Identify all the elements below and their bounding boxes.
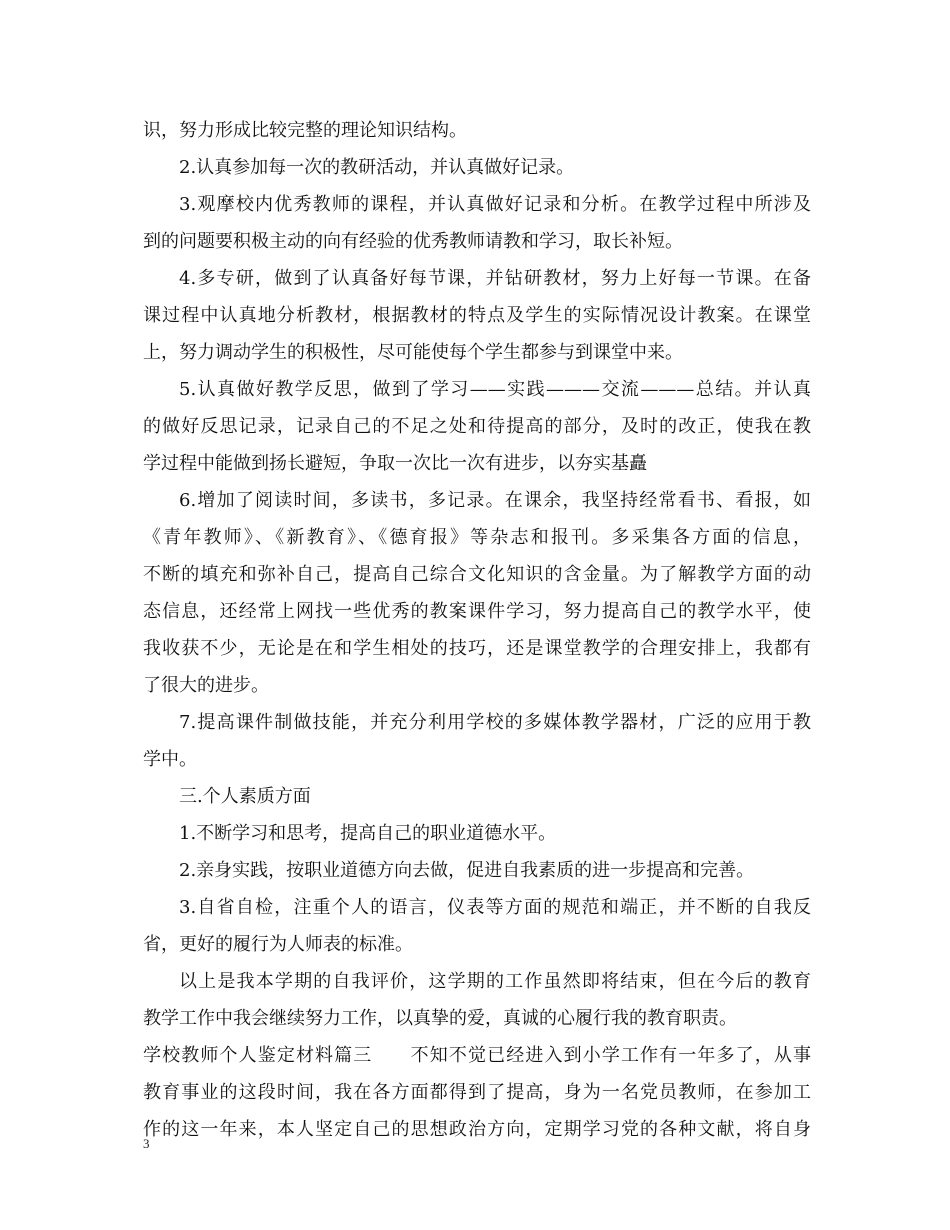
- text-line: 《青年教师》、《新教育》、《德育报》等杂志和报刊。多采集各方面的信息，: [143, 527, 811, 548]
- text-line: 学中。: [143, 749, 197, 770]
- text-line: 以上是我本学期的自我评价，这学期的工作虽然即将结束，但在今后的教育: [179, 971, 811, 992]
- text-line: 2.亲身实践，按职业道德方向去做，促进自我素质的进一步提高和完善。: [179, 860, 755, 881]
- text-line: 我收获不少，无论是在和学生相处的技巧，还是课堂教学的合理安排上，我都有: [143, 638, 811, 659]
- text-line: 作的这一年来，本人坚定自己的思想政治方向，定期学习党的各种文献，将自身: [143, 1119, 811, 1140]
- text-line: 到的问题要积极主动的向有经验的优秀教师请教和学习，取长补短。: [143, 231, 683, 252]
- text-line: 5.认真做好教学反思，做到了学习——实践———交流———总结。并认真: [179, 379, 811, 400]
- text-line: 了很大的进步。: [143, 675, 269, 696]
- text-line: 上，努力调动学生的积极性，尽可能使每个学生都参与到课堂中来。: [143, 342, 683, 363]
- text-line: 2.认真参加每一次的教研活动，并认真做好记录。: [179, 157, 575, 178]
- text-line: 课过程中认真地分析教材，根据教材的特点及学生的实际情况设计教案。在课堂: [143, 305, 811, 326]
- page-number: 3: [143, 1136, 150, 1151]
- text-line: 识，努力形成比较完整的理论知识结构。: [143, 120, 467, 141]
- text-line: 的做好反思记录，记录自己的不足之处和待提高的部分，及时的改正，使我在教: [143, 416, 811, 437]
- text-line: 学过程中能做到扬长避短，争取一次比一次有进步，以夯实基矗: [143, 453, 647, 474]
- text-line: 教学工作中我会继续努力工作，以真挚的爱，真诚的心履行我的教育职责。: [143, 1008, 737, 1029]
- text-line: 7.提高课件制做技能，并充分利用学校的多媒体教学器材，广泛的应用于教: [179, 712, 811, 733]
- text-line: 1.不断学习和思考，提高自己的职业道德水平。: [179, 823, 557, 844]
- text-line: 三.个人素质方面: [179, 786, 311, 807]
- document-body: [143, 112, 811, 1148]
- text-line: 省，更好的履行为人师表的标准。: [143, 934, 413, 955]
- text-line: 3.观摩校内优秀教师的课程，并认真做好记录和分析。在教学过程中所涉及: [179, 194, 811, 215]
- text-line: 不断的填充和弥补自己，提高自己综合文化知识的含金量。为了解教学方面的动: [143, 564, 811, 585]
- text-line: 3.自省自检，注重个人的语言，仪表等方面的规范和端正，并不断的自我反: [179, 897, 811, 918]
- text-line: 态信息，还经常上网找一些优秀的教案课件学习，努力提高自己的教学水平，使: [143, 601, 811, 622]
- text-line: 教育事业的这段时间，我在各方面都得到了提高，身为一名党员教师，在参加工: [143, 1082, 811, 1103]
- text-line: 学校教师个人鉴定材料篇三 不知不觉已经进入到小学工作有一年多了，从事: [143, 1045, 811, 1066]
- text-line: 4.多专研，做到了认真备好每节课，并钻研教材，努力上好每一节课。在备: [179, 268, 811, 289]
- text-line: 6.增加了阅读时间，多读书，多记录。在课余，我坚持经常看书、看报，如: [179, 490, 811, 511]
